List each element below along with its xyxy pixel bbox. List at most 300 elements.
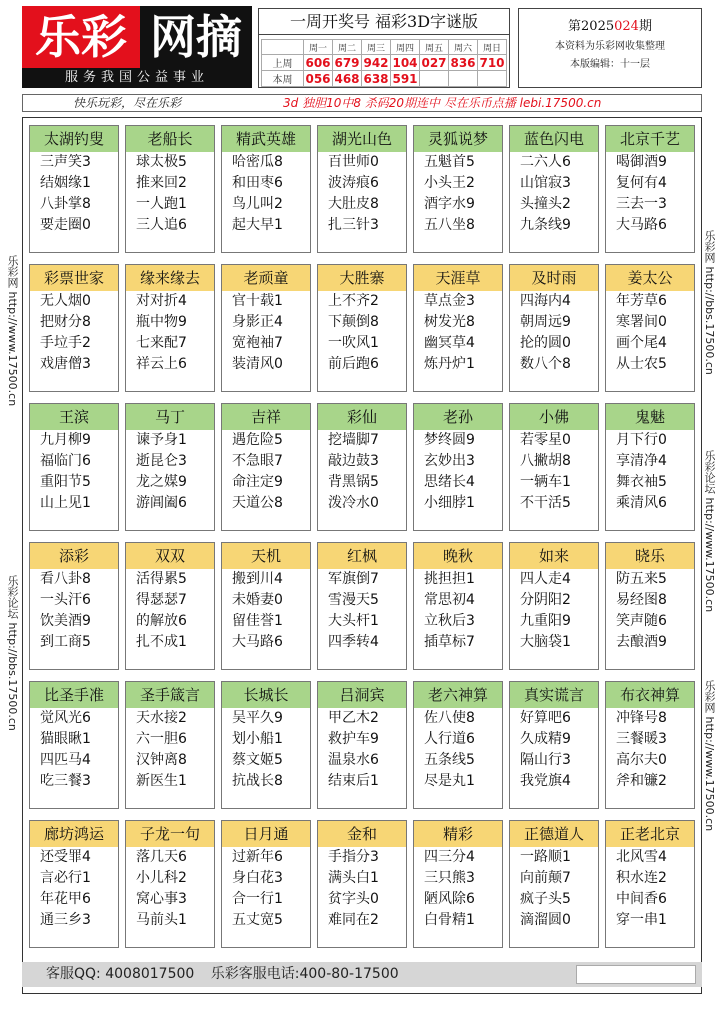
cell-author-title: 北京千艺	[606, 126, 694, 152]
riddle-clue: 五丈宽5	[232, 912, 283, 928]
riddle-clue: 疯子头5	[520, 891, 571, 907]
riddle-cell	[605, 264, 695, 392]
riddle-clue: 五八坐8	[424, 217, 475, 233]
riddle-clue: 从士农5	[616, 356, 667, 372]
riddle-clue: 三餐暖3	[616, 731, 667, 747]
riddle-clue: 手指分3	[328, 849, 379, 865]
cell-author-title: 灵狐说梦	[414, 126, 502, 152]
riddle-clue: 瓶中物9	[136, 314, 187, 330]
logo[interactable]	[22, 6, 252, 68]
weekday-label: 周一	[304, 40, 333, 55]
riddle-clue: 画个尾4	[616, 335, 667, 351]
cell-author-title: 金和	[318, 821, 406, 847]
weekday-label: 周四	[391, 40, 420, 55]
riddle-clue: 去酿酒9	[616, 634, 667, 650]
issue-panel	[518, 8, 702, 88]
riddle-clue: 五条线5	[424, 752, 475, 768]
cell-author-title: 红枫	[318, 543, 406, 569]
riddle-clue: 朝周远9	[520, 314, 571, 330]
ticker-bar	[22, 94, 702, 112]
riddle-clue: 一辆车1	[520, 474, 571, 490]
riddle-cell	[29, 542, 119, 670]
cell-author-title: 天涯草	[414, 265, 502, 291]
riddle-clue: 舞衣袖5	[616, 474, 667, 490]
riddle-clue: 不干活5	[520, 495, 571, 511]
riddle-clue: 对对折4	[136, 293, 187, 309]
riddle-clue: 年花甲6	[40, 891, 91, 907]
cell-author-title: 晓乐	[606, 543, 694, 569]
riddle-clue: 看八卦8	[40, 571, 91, 587]
weekday-label: 周六	[449, 40, 478, 55]
riddle-clue: 球太极5	[136, 154, 187, 170]
riddle-clue: 身影正4	[232, 314, 283, 330]
weekday-label: 周三	[362, 40, 391, 55]
riddle-cell	[125, 125, 215, 253]
riddle-clue: 还受罪4	[40, 849, 91, 865]
cell-author-title: 太湖钓叟	[30, 126, 118, 152]
riddle-cell	[413, 125, 503, 253]
cell-author-title: 小佛	[510, 404, 598, 430]
riddle-clue: 要走圈0	[40, 217, 91, 233]
cell-author-title: 长城长	[222, 682, 310, 708]
riddle-clue: 山上见1	[40, 495, 91, 511]
riddle-clue: 满头白1	[328, 870, 379, 886]
riddle-clue: 北风雪4	[616, 849, 667, 865]
riddle-clue: 抗战长8	[232, 773, 283, 789]
riddle-clue: 二六人6	[520, 154, 571, 170]
riddle-clue: 四三分4	[424, 849, 475, 865]
riddle-clue: 数八个8	[520, 356, 571, 372]
cell-author-title: 精武英雄	[222, 126, 310, 152]
riddle-clue: 五魁首5	[424, 154, 475, 170]
riddle-clue: 享清净4	[616, 453, 667, 469]
cell-author-title: 正老北京	[606, 821, 694, 847]
riddle-clue: 一头汗6	[40, 592, 91, 608]
riddle-cell	[125, 264, 215, 392]
riddle-clue: 三只熊3	[424, 870, 475, 886]
cell-author-title: 天机	[222, 543, 310, 569]
riddle-clue: 九重阳9	[520, 613, 571, 629]
riddle-cell	[509, 403, 599, 531]
riddle-cell	[125, 681, 215, 809]
riddle-clue: 复何有4	[616, 175, 667, 191]
riddle-cell	[29, 125, 119, 253]
riddle-clue: 吃三餐3	[40, 773, 91, 789]
side-text-right-top[interactable]: 乐彩网 http://bbs.17500.cn	[703, 230, 716, 375]
riddle-cell	[29, 820, 119, 948]
weekday-label: 周五	[420, 40, 449, 55]
draw-number	[420, 71, 449, 87]
riddle-clue: 下颠倒8	[328, 314, 379, 330]
riddle-clue: 三人追6	[136, 217, 187, 233]
cell-author-title: 老顽童	[222, 265, 310, 291]
riddle-clue: 天道公8	[232, 495, 283, 511]
riddle-clue: 泼冷水0	[328, 495, 379, 511]
riddle-clue: 四匹马4	[40, 752, 91, 768]
riddle-cell	[317, 403, 407, 531]
riddle-cell	[413, 820, 503, 948]
this-week-row	[262, 71, 507, 87]
riddle-clue: 身白花3	[232, 870, 283, 886]
riddle-clue: 谏予身1	[136, 432, 187, 448]
riddle-clue: 百世师0	[328, 154, 379, 170]
riddle-clue: 龙之媒9	[136, 474, 187, 490]
riddle-clue: 雪漫天5	[328, 592, 379, 608]
riddle-clue: 扎三针3	[328, 217, 379, 233]
riddle-cell	[221, 681, 311, 809]
riddle-clue: 上不齐2	[328, 293, 379, 309]
cell-author-title: 姜太公	[606, 265, 694, 291]
riddle-clue: 甲乙木2	[328, 710, 379, 726]
issue-line	[519, 15, 701, 34]
riddle-clue: 大马路6	[232, 634, 283, 650]
cell-author-title: 马丁	[126, 404, 214, 430]
riddle-clue: 官十载1	[232, 293, 283, 309]
riddle-clue: 活得累5	[136, 571, 187, 587]
riddle-clue: 未婚妻0	[232, 592, 283, 608]
riddle-cell	[509, 820, 599, 948]
riddle-clue: 到工商5	[40, 634, 91, 650]
riddle-cell	[509, 542, 599, 670]
riddle-clue: 草点金3	[424, 293, 475, 309]
riddle-cell	[125, 820, 215, 948]
riddle-clue: 猫眼瞅1	[40, 731, 91, 747]
riddle-clue: 冲锋号8	[616, 710, 667, 726]
cell-author-title: 吉祥	[222, 404, 310, 430]
riddle-clue: 言必行1	[40, 870, 91, 886]
last-week-row	[262, 55, 507, 71]
draw-number	[449, 71, 478, 87]
riddle-cell	[413, 403, 503, 531]
riddle-clue: 我党旗4	[520, 773, 571, 789]
cell-author-title: 真实谎言	[510, 682, 598, 708]
riddle-clue: 穿一串1	[616, 912, 667, 928]
riddle-clue: 幽冥草4	[424, 335, 475, 351]
riddle-clue: 七来配7	[136, 335, 187, 351]
riddle-clue: 大脑袋1	[520, 634, 571, 650]
riddle-cell	[317, 681, 407, 809]
riddle-clue: 立秋后3	[424, 613, 475, 629]
riddle-cell	[317, 542, 407, 670]
draw-results-panel	[258, 8, 510, 88]
cell-author-title: 湖光山色	[318, 126, 406, 152]
riddle-clue: 山馆寂3	[520, 175, 571, 191]
riddle-clue: 游阊阖6	[136, 495, 187, 511]
riddle-cell	[221, 542, 311, 670]
cell-author-title: 老六神算	[414, 682, 502, 708]
riddle-clue: 好算吧6	[520, 710, 571, 726]
riddle-clue: 年芳草6	[616, 293, 667, 309]
draw-number: 027	[421, 55, 447, 70]
riddle-clue: 饮美酒9	[40, 613, 91, 629]
riddle-cell	[413, 681, 503, 809]
riddle-clue: 分阴阳2	[520, 592, 571, 608]
riddle-cell	[221, 264, 311, 392]
riddle-clue: 常思初4	[424, 592, 475, 608]
riddle-clue: 积水连2	[616, 870, 667, 886]
riddle-cell	[605, 125, 695, 253]
riddle-clue: 六一胆6	[136, 731, 187, 747]
riddle-clue: 人行道6	[424, 731, 475, 747]
riddle-clue: 通三乡3	[40, 912, 91, 928]
riddle-clue: 抡的圆0	[520, 335, 571, 351]
riddle-clue: 小头王2	[424, 175, 475, 191]
riddle-clue: 吴平久9	[232, 710, 283, 726]
riddle-cell	[221, 125, 311, 253]
riddle-clue: 的解放6	[136, 613, 187, 629]
riddle-clue: 推来回2	[136, 175, 187, 191]
riddle-clue: 天水接2	[136, 710, 187, 726]
riddle-clue: 背黑锅5	[328, 474, 379, 490]
riddle-grid	[29, 125, 695, 948]
draw-number: 468	[334, 71, 360, 86]
riddle-clue: 三去一3	[616, 196, 667, 212]
footer	[22, 962, 702, 987]
riddle-clue: 乘清风6	[616, 495, 667, 511]
draw-number: 679	[334, 55, 360, 70]
riddle-clue: 把财分8	[40, 314, 91, 330]
riddle-clue: 玄妙出3	[424, 453, 475, 469]
riddle-cell	[605, 542, 695, 670]
cell-author-title: 圣手箴言	[126, 682, 214, 708]
riddle-clue: 军旗倒7	[328, 571, 379, 587]
riddle-clue: 新医生1	[136, 773, 187, 789]
cell-author-title: 比圣手准	[30, 682, 118, 708]
issue-prefix: 第2025	[568, 19, 615, 34]
draw-number: 591	[392, 71, 418, 86]
riddle-clue: 九条线9	[520, 217, 571, 233]
riddle-clue: 四海内4	[520, 293, 571, 309]
editor-note: 本版编辑：十一层	[570, 59, 650, 70]
cell-author-title: 正德道人	[510, 821, 598, 847]
cell-author-title: 老孙	[414, 404, 502, 430]
draw-number	[478, 71, 507, 87]
cell-author-title: 子龙一句	[126, 821, 214, 847]
riddle-clue: 手垃手2	[40, 335, 91, 351]
riddle-clue: 陋风除6	[424, 891, 475, 907]
draw-number: 710	[479, 55, 505, 70]
cell-author-title: 日月通	[222, 821, 310, 847]
riddle-clue: 遇危险5	[232, 432, 283, 448]
riddle-clue: 四人走4	[520, 571, 571, 587]
riddle-clue: 觉风光6	[40, 710, 91, 726]
riddle-clue: 八撇胡8	[520, 453, 571, 469]
riddle-clue: 划小船1	[232, 731, 283, 747]
riddle-cell	[317, 264, 407, 392]
riddle-clue: 不急眼7	[232, 453, 283, 469]
riddle-clue: 哈密瓜8	[232, 154, 283, 170]
riddle-clue: 一路顺1	[520, 849, 571, 865]
riddle-clue: 喝御酒9	[616, 154, 667, 170]
riddle-clue: 难同在2	[328, 912, 379, 928]
ticker-promo[interactable]: 3d 独胆10中8 杀码20期连中 尽在乐币点播 lebi.17500.cn	[283, 96, 602, 110]
riddle-cell	[317, 125, 407, 253]
riddle-clue: 四季转4	[328, 634, 379, 650]
qq-label: 客服QQ:	[46, 966, 101, 982]
riddle-cell	[509, 264, 599, 392]
riddle-clue: 救护车9	[328, 731, 379, 747]
riddle-clue: 挖墙脚7	[328, 432, 379, 448]
riddle-clue: 得瑟瑟7	[136, 592, 187, 608]
riddle-clue: 汉钟离8	[136, 752, 187, 768]
riddle-clue: 马前头1	[136, 912, 187, 928]
riddle-clue: 鸟儿叫2	[232, 196, 283, 212]
cell-author-title: 双双	[126, 543, 214, 569]
riddle-clue: 隔山行3	[520, 752, 571, 768]
riddle-clue: 宽袍袖7	[232, 335, 283, 351]
weekday-header-row	[262, 40, 507, 55]
cell-author-title: 王滨	[30, 404, 118, 430]
side-text-right-bottom[interactable]: 乐彩网 http://www.17500.cn	[703, 680, 716, 832]
weekday-label: 周日	[478, 40, 507, 55]
riddle-clue: 波涛痕6	[328, 175, 379, 191]
riddle-cell	[125, 542, 215, 670]
riddle-clue: 挑担担1	[424, 571, 475, 587]
cell-author-title: 精彩	[414, 821, 502, 847]
riddle-cell	[221, 820, 311, 948]
riddle-clue: 月下行0	[616, 432, 667, 448]
riddle-cell	[317, 820, 407, 948]
riddle-cell	[29, 681, 119, 809]
cell-author-title: 吕洞宾	[318, 682, 406, 708]
riddle-clue: 福临门6	[40, 453, 91, 469]
riddle-cell	[221, 403, 311, 531]
riddle-cell	[125, 403, 215, 531]
riddle-clue: 若零星0	[520, 432, 571, 448]
cell-author-title: 廊坊鸿运	[30, 821, 118, 847]
riddle-clue: 前后跑6	[328, 356, 379, 372]
last-week-label: 上周	[262, 55, 304, 71]
riddle-board	[22, 117, 702, 994]
riddle-clue: 搬到川4	[232, 571, 283, 587]
source-note: 本资料为乐彩网收集整理	[555, 41, 665, 52]
riddle-clue: 结束后1	[328, 773, 379, 789]
riddle-clue: 久成精9	[520, 731, 571, 747]
riddle-clue: 炼丹炉1	[424, 356, 475, 372]
footer-blank-box	[576, 965, 696, 984]
draw-number: 056	[305, 71, 331, 86]
draw-number: 606	[305, 55, 331, 70]
phone-label: 乐彩客服电话:	[210, 966, 300, 982]
cell-author-title: 老船长	[126, 126, 214, 152]
riddle-cell	[29, 264, 119, 392]
riddle-clue: 酒字水9	[424, 196, 475, 212]
riddle-clue: 佐八使8	[424, 710, 475, 726]
draw-results-table	[261, 39, 507, 87]
riddle-clue: 大肚皮8	[328, 196, 379, 212]
cell-author-title: 晚秋	[414, 543, 502, 569]
phone-number[interactable]: 400-80-17500	[299, 966, 399, 982]
riddle-clue: 寒署间0	[616, 314, 667, 330]
cell-author-title: 添彩	[30, 543, 118, 569]
riddle-clue: 高尔夫0	[616, 752, 667, 768]
riddle-clue: 蔡文姬5	[232, 752, 283, 768]
riddle-clue: 梦终圆9	[424, 432, 475, 448]
riddle-clue: 防五来5	[616, 571, 667, 587]
riddle-clue: 滴溜圆0	[520, 912, 571, 928]
cell-author-title: 如来	[510, 543, 598, 569]
side-text-left-bottom[interactable]: 乐彩论坛 http://bbs.17500.cn	[6, 575, 19, 731]
riddle-clue: 大头杆1	[328, 613, 379, 629]
riddle-clue: 贫字头0	[328, 891, 379, 907]
riddle-clue: 逝昆仑3	[136, 453, 187, 469]
draw-panel-title: 一周开奖号 福彩3D字谜版	[259, 9, 509, 35]
ticker-motto: 快乐玩彩，尽在乐彩	[73, 96, 182, 110]
riddle-clue: 插草标7	[424, 634, 475, 650]
cell-author-title: 及时雨	[510, 265, 598, 291]
riddle-clue: 窝心事3	[136, 891, 187, 907]
riddle-clue: 小儿科2	[136, 870, 187, 886]
draw-number: 836	[450, 55, 476, 70]
riddle-clue: 头撞头2	[520, 196, 571, 212]
riddle-cell	[509, 125, 599, 253]
riddle-cell	[29, 403, 119, 531]
riddle-clue: 向前颠7	[520, 870, 571, 886]
riddle-clue: 过新年6	[232, 849, 283, 865]
riddle-clue: 戏唐僧3	[40, 356, 91, 372]
riddle-clue: 起大早1	[232, 217, 283, 233]
riddle-clue: 尽是丸1	[424, 773, 475, 789]
cell-author-title: 布衣神算	[606, 682, 694, 708]
draw-number: 638	[363, 71, 389, 86]
side-text-left-top[interactable]: 乐彩网 http://www.17500.cn	[6, 255, 19, 407]
riddle-clue: 白骨精1	[424, 912, 475, 928]
riddle-clue: 重阳节5	[40, 474, 91, 490]
riddle-clue: 命注定9	[232, 474, 283, 490]
draw-number: 104	[392, 55, 418, 70]
cell-author-title: 彩票世家	[30, 265, 118, 291]
riddle-clue: 思绪长4	[424, 474, 475, 490]
riddle-clue: 斧和镰2	[616, 773, 667, 789]
cell-author-title: 鬼魅	[606, 404, 694, 430]
qq-number[interactable]: 4008017500	[105, 966, 195, 982]
riddle-clue: 合一行1	[232, 891, 283, 907]
issue-suffix: 期	[638, 19, 652, 34]
cell-author-title: 大胜寨	[318, 265, 406, 291]
this-week-label: 本周	[262, 71, 304, 87]
riddle-clue: 敲边鼓3	[328, 453, 379, 469]
riddle-clue: 八卦掌8	[40, 196, 91, 212]
cell-author-title: 蓝色闪电	[510, 126, 598, 152]
issue-number: 024	[614, 19, 639, 34]
riddle-clue: 大马路6	[616, 217, 667, 233]
logo-black-text: 网摘	[140, 6, 252, 68]
riddle-cell	[509, 681, 599, 809]
riddle-cell	[605, 681, 695, 809]
side-text-right-mid[interactable]: 乐彩论坛 http://www.17500.cn	[703, 450, 716, 613]
riddle-cell	[605, 403, 695, 531]
riddle-clue: 一人跑1	[136, 196, 187, 212]
riddle-cell	[605, 820, 695, 948]
riddle-clue: 扎不成1	[136, 634, 187, 650]
riddle-cell	[413, 264, 503, 392]
riddle-clue: 一吹风1	[328, 335, 379, 351]
riddle-clue: 装清风0	[232, 356, 283, 372]
cell-author-title: 彩仙	[318, 404, 406, 430]
riddle-clue: 九月柳9	[40, 432, 91, 448]
riddle-clue: 落几天6	[136, 849, 187, 865]
header	[0, 0, 720, 92]
riddle-clue: 留佳誉1	[232, 613, 283, 629]
riddle-clue: 树发光8	[424, 314, 475, 330]
draw-number: 942	[363, 55, 389, 70]
slogan: 服务我国公益事业	[22, 68, 252, 88]
riddle-clue: 无人烟0	[40, 293, 91, 309]
riddle-clue: 三声笑3	[40, 154, 91, 170]
riddle-clue: 温泉水6	[328, 752, 379, 768]
riddle-clue: 易经图8	[616, 592, 667, 608]
riddle-clue: 笑声随6	[616, 613, 667, 629]
